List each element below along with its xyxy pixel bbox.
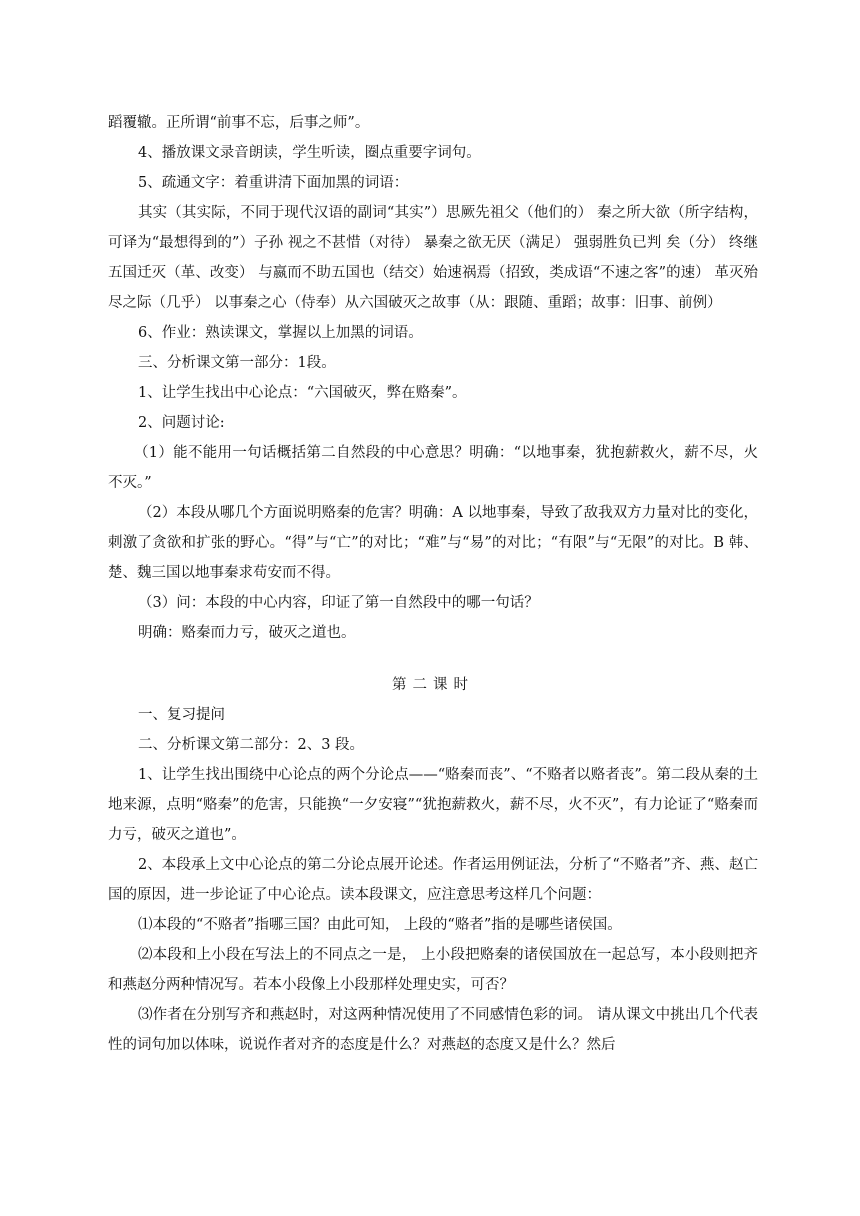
paragraph: ⑴本段的“不赂者”指哪三国？由此可知， 上段的“赂者”指的是哪些诸侯国。 [138, 917, 622, 933]
paragraph: （3）问：本段的中心内容，印证了第一自然段中的哪一句话？ [138, 595, 539, 611]
paragraph: 5、疏通文字：着重讲清下面加黑的词语： [138, 175, 409, 191]
paragraph: 一、复习提问 [138, 707, 225, 723]
document-body [108, 108, 758, 1060]
paragraph: ⑶作者在分别写齐和燕赵时，对这两种情况使用了不同感情色彩的词。 请从课文中挑出几个代表性的词句加以体味，说说作者对齐的态度是什么？对燕赵的态度又是什么？然后 [108, 1007, 758, 1053]
paragraph: 2、问题讨论: [138, 415, 225, 431]
paragraph: 6、作业：熟读课文，掌握以上加黑的词语。 [138, 325, 423, 341]
paragraph: （2）本段从哪几个方面说明赂秦的危害？明确：A 以地事秦，导致了敌我双方力量对比的变化，刺激了贪欲和扩张的野心。“得”与“亡”的对比；“难”与“易”的对比；“有限”与“无限”的对比。B 韩、楚、魏三国以地事秦求苟安而不得。 [108, 505, 758, 581]
paragraph: 2、本段承上文中心论点的第二分论点展开论述。作者运用例证法，分析了“不赂者”齐、燕、赵亡国的原因，进一步论证了中心论点。读本段课文，应注意思考这样几个问题： [108, 857, 758, 903]
paragraph: 1、让学生找出围绕中心论点的两个分论点——“赂秦而丧”、“不赂者以赂者丧”。第二段从秦的土地来源，点明“赂秦”的危害，只能换“一夕安寝”“犹抱薪救火，薪不尽，火不灭”，有力论证了“赂秦而力亏，破灭之道也”。 [108, 767, 758, 843]
paragraph: 1、让学生找出中心论点：“六国破灭，弊在赂秦”。 [138, 385, 467, 401]
paragraph: 明确：赂秦而力亏，破灭之道也。 [138, 625, 356, 641]
paragraph: ⑵本段和上小段在写法上的不同点之一是， 上小段把赂秦的诸侯国放在一起总写，本小段则把齐和燕赵分两种情况写。若本小段像上小段那样处理史实，可否？ [108, 947, 758, 993]
paragraph: 其实（其实际，不同于现代汉语的副词“其实”）思厥先祖父（他们的） 秦之所大欲（所字结构，可译为“最想得到的”）子孙 视之不甚惜（对待） 暴秦之欲无厌（满足） 强弱胜负已判 矣（分） 终继五国迁灭（革、改变） 与嬴而不助五国也（结交）始速祸焉（招致，类成语“不速之客”的速） 革灭殆尽之际（几乎） 以事秦之心（侍奉）从六国破灭之故事（从：跟随、重蹈；故事：旧事、前例） [108, 205, 758, 311]
paragraph: 二、分析课文第二部分：2、3 段。 [138, 737, 365, 753]
section-title: 第二课时 [392, 677, 474, 693]
paragraph: 4、播放课文录音朗读，学生听读，圈点重要字词句。 [138, 145, 481, 161]
paragraph: 三、分析课文第一部分：1段。 [138, 355, 336, 371]
paragraph: 蹈覆辙。正所谓“前事不忘，后事之师”。 [108, 115, 370, 131]
paragraph: （1）能不能用一句话概括第二自然段的中心意思？明确：“以地事秦，犹抱薪救火，薪不尽，火不灭。” [108, 445, 758, 491]
